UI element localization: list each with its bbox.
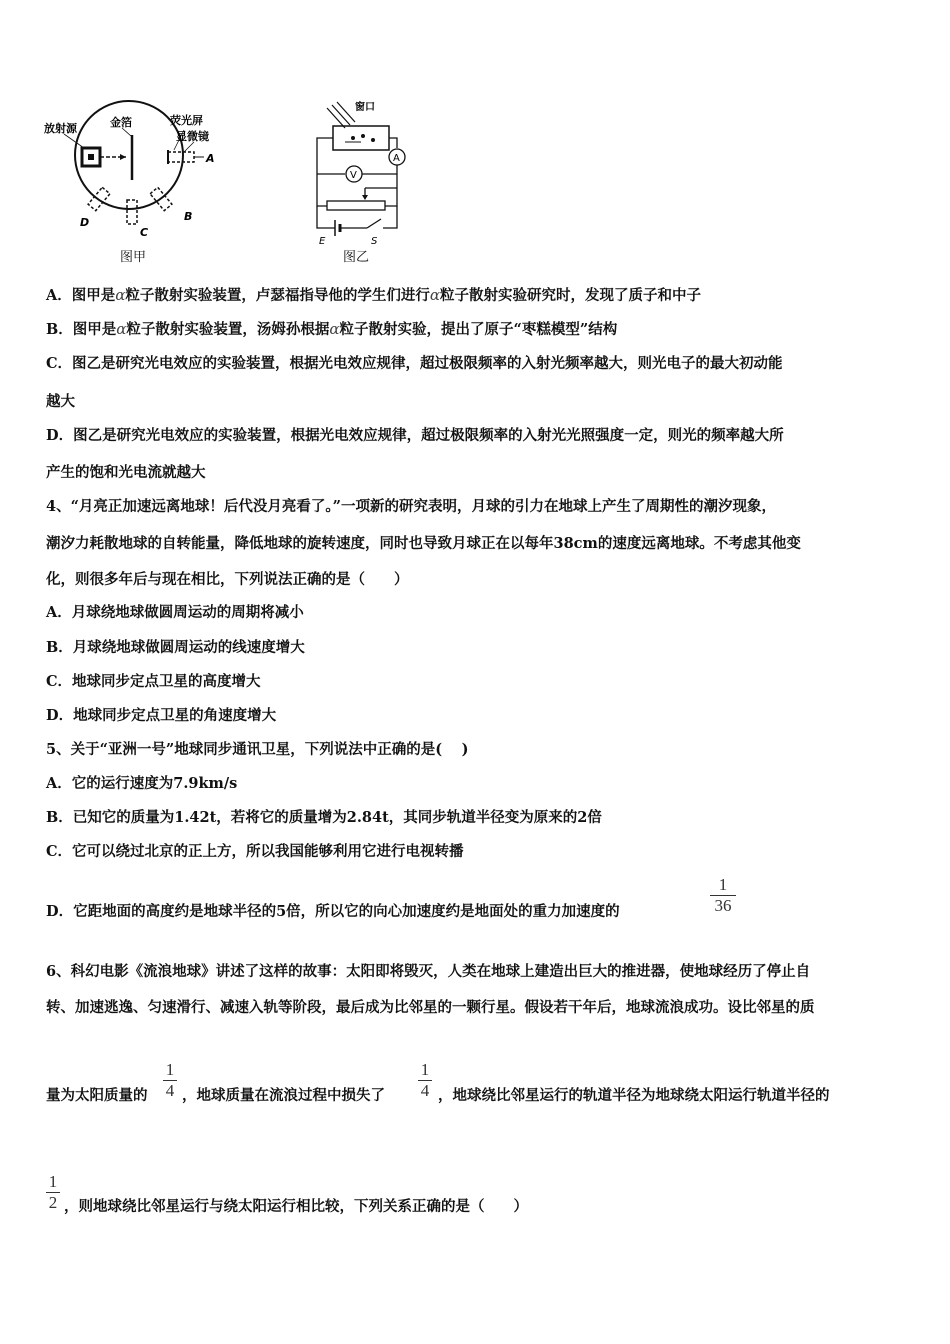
q4-option-a: A．月球绕地球做圆周运动的周期将减小 xyxy=(46,604,304,621)
q6-fraction-3: 1 2 xyxy=(46,1173,60,1212)
label-voltmeter: V xyxy=(350,170,357,181)
label-microscope: 显微镜 xyxy=(176,130,209,143)
q3-option-b: B．图甲是α粒子散射实验装置，汤姆孙根据α粒子散射实验，提出了原子“枣糕模型”结构 xyxy=(46,320,618,338)
q5-fraction-1-36: 1 36 xyxy=(710,876,736,915)
switch xyxy=(367,219,381,228)
q5-option-b: B．已知它的质量为1.42t，若将它的质量增为2.84t，其同步轨道半径变为原来的2倍 xyxy=(46,809,602,826)
q4-option-b: B．月球绕地球做圆周运动的线速度增大 xyxy=(46,639,305,656)
q5-option-c: C．它可以绕过北京的正上方，所以我国能够利用它进行电视转播 xyxy=(46,843,464,860)
label-c: C xyxy=(140,226,149,239)
q6-fraction-1: 1 4 xyxy=(163,1061,177,1100)
q5-option-a: A．它的运行速度为7.9km/s xyxy=(46,775,238,792)
figure-jia-caption: 图甲 xyxy=(120,250,147,265)
q5-stem: 5、关于“亚洲一号”地球同步通讯卫星，下列说法中正确的是( ) xyxy=(46,741,469,758)
q4-option-c: C．地球同步定点卫星的高度增大 xyxy=(46,673,261,690)
q3-option-d-line1: D．图乙是研究光电效应的实验装置，根据光电效应规律，超过极限频率的入射光光照强度一定，则光的频率越大所 xyxy=(46,427,784,444)
label-d: D xyxy=(80,216,90,229)
rheostat xyxy=(327,201,385,210)
label-a: A xyxy=(206,152,215,165)
q4-stem-line2: 潮汐力耗散地球的自转能量，降低地球的旋转速度，同时也导致月球正在以每年38cm的速度远离地球。不考虑其他变 xyxy=(46,535,801,552)
label-battery: E xyxy=(319,236,326,246)
label-switch: S xyxy=(371,236,378,246)
label-ammeter: A xyxy=(393,153,400,164)
figure-jia-diagram xyxy=(44,100,234,240)
q6-stem-line1: 6、科幻电影《流浪地球》讲述了这样的故事：太阳即将毁灭，人类在地球上建造出巨大的推进器，使地球经历了停止自 xyxy=(46,963,811,980)
q3-option-d-line2: 产生的饱和光电流就越大 xyxy=(46,464,206,481)
label-source: 放射源 xyxy=(44,122,77,135)
q4-stem-line3: 化，则很多年后与现在相比，下列说法正确的是（ ） xyxy=(46,571,409,588)
q3-option-a: A．图甲是α粒子散射实验装置，卢瑟福指导他的学生们进行α粒子散射实验研究时，发现了质子和中子 xyxy=(46,286,702,304)
microscope-a xyxy=(168,152,194,162)
q5-option-d: D．它距地面的高度约是地球半径的5倍，所以它的向心加速度约是地面处的重力加速度的 xyxy=(46,903,620,920)
phototube xyxy=(333,126,389,150)
label-b: B xyxy=(184,210,193,223)
label-foil: 金箔 xyxy=(110,116,132,129)
q6-stem-line3c: ，地球绕比邻星运行的轨道半径为地球绕太阳运行轨道半径的 xyxy=(438,1087,830,1104)
q6-stem-line2: 转、加速逃逸、匀速滑行、减速入轨等阶段，最后成为比邻星的一颗行星。假设若干年后，地球流浪成功。设比邻星的质 xyxy=(46,999,815,1016)
label-screen: 荧光屏 xyxy=(170,114,203,127)
q4-stem-line1: 4、“月亮正加速远离地球！后代没月亮看了。”一项新的研究表明，月球的引力在地球上产生了周期性的潮汐现象， xyxy=(46,498,777,515)
q6-stem-line3a: 量为太阳质量的 xyxy=(46,1087,148,1104)
q6-fraction-2: 1 4 xyxy=(418,1061,432,1100)
q3-option-c-line1: C．图乙是研究光电效应的实验装置，根据光电效应规律，超过极限频率的入射光频率越大，则光电子的最大初动能 xyxy=(46,355,783,372)
label-window: 窗口 xyxy=(355,102,375,113)
q6-stem-line3b: ，地球质量在流浪过程中损失了 xyxy=(182,1087,385,1104)
figure-yi-caption: 图乙 xyxy=(343,250,370,265)
q4-option-d: D．地球同步定点卫星的角速度增大 xyxy=(46,707,277,724)
q3-option-c-line2: 越大 xyxy=(46,393,75,410)
microscope-c xyxy=(127,200,137,224)
q6-stem-line4: ，则地球绕比邻星运行与绕太阳运行相比较，下列关系正确的是（ ） xyxy=(64,1198,528,1215)
figure-yi-diagram xyxy=(305,98,415,246)
